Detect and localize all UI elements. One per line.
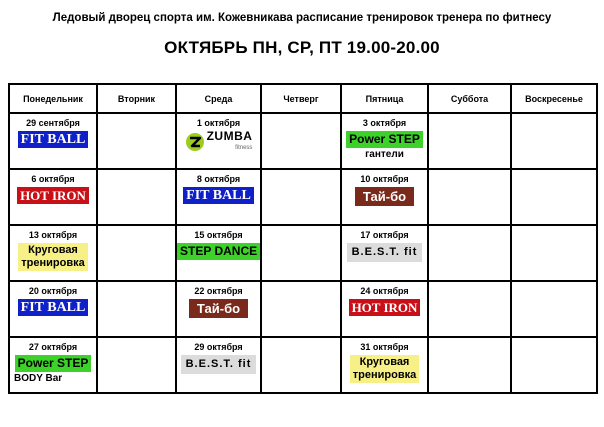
schedule-cell-wednesday [176, 225, 261, 281]
schedule-cell-empty [428, 169, 511, 225]
schedule-cell-friday [341, 113, 428, 169]
schedule-cell-empty [261, 169, 341, 225]
schedule-cell-empty [428, 113, 511, 169]
day-header-tuesday: Вторник [97, 84, 176, 113]
day-header-wednesday: Среда [176, 84, 261, 113]
schedule-cell-monday [9, 337, 97, 393]
schedule-cell-empty [97, 113, 176, 169]
day-header-monday: Понедельник [9, 84, 97, 113]
schedule-cell-empty [511, 169, 597, 225]
schedule-cell-empty [511, 337, 597, 393]
schedule-cell-empty [97, 281, 176, 337]
schedule-cell-monday [9, 169, 97, 225]
cell-date: 20 октября [28, 286, 78, 296]
zumba-wordmark: ZUMBA fitness [206, 129, 253, 151]
cell-date: 17 октября [360, 230, 409, 240]
schedule-cell-wednesday [176, 113, 261, 169]
week-row-4 [9, 281, 597, 337]
class-badge-power-step: Power STEP [346, 131, 423, 148]
schedule-cell-wednesday [176, 337, 261, 393]
schedule-cell-friday [341, 281, 428, 337]
class-badge-tai-bo: Тай-бо [355, 187, 414, 206]
class-badge-best-fit: B.E.S.T. fit [347, 243, 423, 262]
day-header-thursday: Четверг [261, 84, 341, 113]
class-note: BODY Bar [14, 373, 63, 384]
zumba-logo-icon [185, 132, 205, 152]
page-title: Ледовый дворец спорта им. Кожевникава расписание тренировок тренера по фитнесу [52, 12, 552, 24]
schedule-cell-empty [511, 113, 597, 169]
schedule-cell-wednesday [176, 281, 261, 337]
week-row-1 [9, 113, 597, 169]
schedule-cell-empty [428, 337, 511, 393]
schedule-cell-empty [511, 281, 597, 337]
schedule-cell-friday [341, 225, 428, 281]
class-note: гантели [365, 149, 404, 160]
page-subtitle: ОКТЯБРЬ ПН, СР, ПТ 19.00-20.00 [164, 38, 440, 57]
class-badge-tai-bo: Тай-бо [189, 299, 248, 318]
class-badge-fit-ball: FIT BALL [18, 299, 89, 316]
class-badge-hot-iron: HOT IRON [349, 299, 421, 316]
schedule-header-row [9, 84, 597, 113]
class-badge-best-fit: B.E.S.T. fit [181, 355, 257, 374]
schedule-cell-empty [261, 225, 341, 281]
cell-date: 6 октября [31, 174, 75, 184]
class-badge-step-dance: STEP DANCE [177, 243, 260, 260]
schedule-cell-empty [261, 281, 341, 337]
week-row-5 [9, 337, 597, 393]
day-header-friday: Пятница [341, 84, 428, 113]
cell-date: 27 октября [28, 342, 78, 352]
cell-date: 24 октября [360, 286, 409, 296]
schedule-cell-empty [261, 337, 341, 393]
schedule-cell-friday [341, 169, 428, 225]
cell-date: 10 октября [360, 174, 409, 184]
cell-date: 13 октября [28, 230, 78, 240]
cell-date: 31 октября [360, 342, 409, 352]
schedule-cell-monday [9, 281, 97, 337]
day-header-sunday: Воскресенье [511, 84, 597, 113]
cell-date: 3 октября [362, 118, 407, 128]
cell-date: 15 октября [194, 230, 243, 240]
cell-date: 22 октября [194, 286, 243, 296]
cell-date: 1 октября [196, 118, 241, 128]
cell-date: 29 октября [194, 342, 243, 352]
schedule-cell-empty [428, 225, 511, 281]
schedule-cell-wednesday [176, 169, 261, 225]
schedule-cell-empty [97, 169, 176, 225]
schedule-cell-monday [9, 113, 97, 169]
schedule-table [8, 83, 598, 394]
class-badge-power-step: Power STEP [15, 355, 92, 372]
schedule-cell-friday [341, 337, 428, 393]
class-badge-krugovaya: Круговая тренировка [350, 355, 419, 383]
zumba-logo [177, 130, 260, 154]
class-badge-hot-iron: HOT IRON [17, 187, 89, 204]
day-header-saturday: Суббота [428, 84, 511, 113]
schedule-cell-monday [9, 225, 97, 281]
schedule-cell-empty [428, 281, 511, 337]
schedule-cell-empty [97, 225, 176, 281]
class-badge-fit-ball: FIT BALL [183, 187, 254, 204]
class-badge-krugovaya: Круговая тренировка [18, 243, 87, 271]
schedule-cell-empty [97, 337, 176, 393]
schedule-cell-empty [511, 225, 597, 281]
week-row-3 [9, 225, 597, 281]
cell-date: 29 сентября [26, 118, 80, 128]
schedule-cell-empty [261, 113, 341, 169]
class-badge-fit-ball: FIT BALL [18, 131, 89, 148]
cell-date: 8 октября [196, 174, 241, 184]
week-row-2 [9, 169, 597, 225]
